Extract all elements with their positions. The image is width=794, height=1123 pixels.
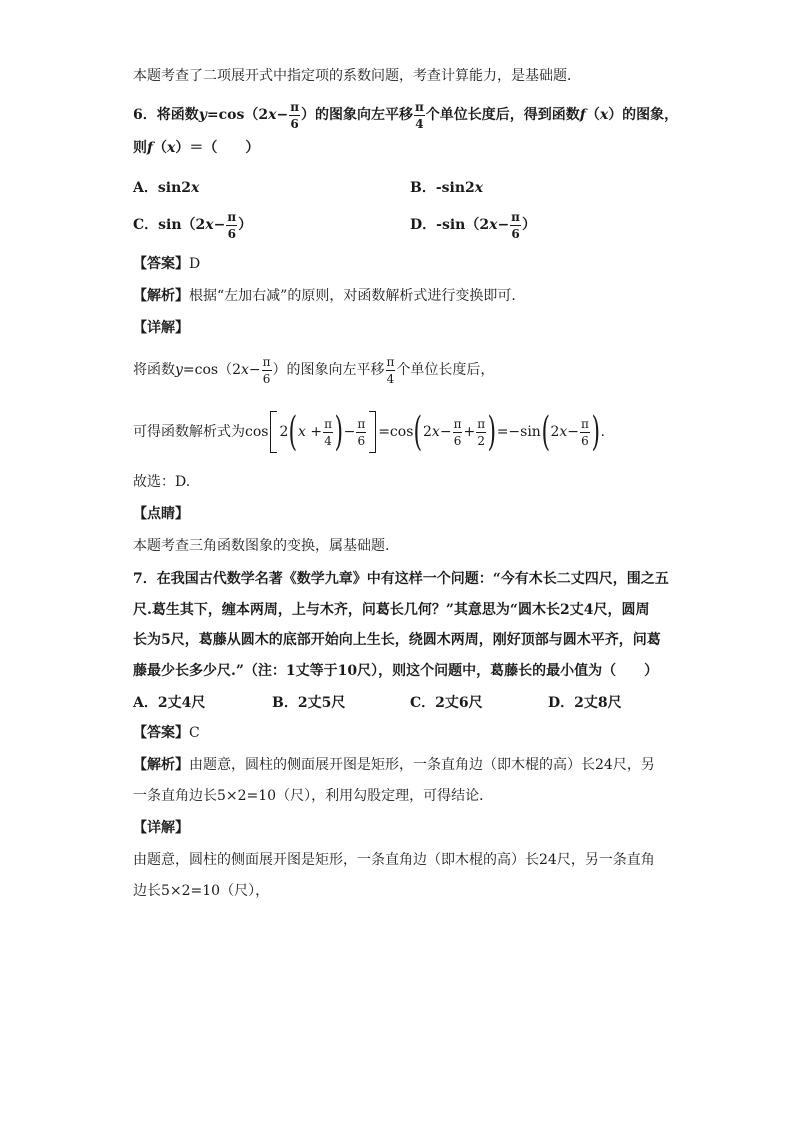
frac-num: π [477, 416, 486, 431]
q7-option-c[interactable] [410, 692, 483, 712]
period: . [600, 424, 605, 440]
detail-text: 个单位长度后， [396, 362, 495, 378]
q6-option-c[interactable] [133, 210, 252, 240]
option-label: C． [410, 695, 436, 711]
q7-stem-line3: 长为5尺，葛藤从圆木的底部开始向上生长，绕圆木两周，刚好顶部与圆木平齐，问葛 [133, 632, 661, 648]
frac-num: π [227, 209, 237, 224]
option-text: -sin2 [435, 180, 475, 196]
frac-num: π [453, 416, 462, 431]
left-paren: ( [288, 409, 298, 455]
pi-over-4-fraction [414, 101, 425, 130]
frac-num: π [290, 99, 299, 114]
option-label: A． [133, 180, 158, 196]
frac-num: π [415, 99, 424, 114]
frac-den: 6 [262, 371, 271, 386]
minus: − [439, 424, 452, 440]
frac-den: 4 [415, 116, 424, 131]
pi-over-6-fraction [226, 211, 237, 240]
minus: − [567, 424, 579, 440]
q6-var-y: y [198, 107, 207, 123]
q6-detail-formula [133, 410, 605, 454]
q6-number: 6． [133, 107, 157, 123]
q6-stem-b: ）的图象向左平移 [301, 107, 413, 123]
pi-over-6-fraction [356, 418, 366, 447]
option-label: A． [133, 695, 158, 711]
analysis-text: 由题意，圆柱的侧面展开图是矩形，一条直角边（即木棍的高）长24尺，另 [189, 757, 655, 773]
cos-fn: cos [245, 424, 269, 440]
q7-stem-line4: 藤最少长多少尺.”（注：1丈等于10尺），则这个问题中，葛藤长的最小值为（ ） [133, 663, 659, 679]
q6-option-d[interactable] [410, 210, 536, 240]
right-bracket [369, 411, 376, 453]
minus: − [497, 217, 510, 233]
detail-text: ）的图象向左平移 [272, 362, 385, 378]
q7-detail-line2: 边长5×2=10（尺）， [133, 883, 270, 899]
q7-detail-tag: 【详解】 [133, 820, 189, 836]
answer-tag: 【答案】 [133, 256, 189, 272]
option-label: B． [410, 180, 436, 196]
neg-sin: =−sin [496, 424, 541, 440]
q7-analysis-line2: 一条直角边长5×2=10（尺），利用勾股定理，可得结论． [133, 788, 494, 804]
pi-over-2-fraction [476, 418, 486, 447]
q7-analysis-line1 [133, 755, 655, 775]
frac-num: π [511, 209, 520, 224]
var-x: x [241, 362, 249, 378]
minus: − [248, 362, 261, 378]
frac-num: π [581, 416, 589, 431]
q6-comment-tag: 【点睛】 [133, 506, 189, 522]
q7-stem-line2: 尺.葛生其下，缠本两周，上与木齐，问葛长几何？”其意思为“圆木长2丈4尺，圆周 [133, 602, 650, 618]
q6-minus: − [276, 107, 289, 123]
q6-stem-eq: =cos（2 [206, 107, 269, 123]
var-y: y [175, 362, 183, 378]
option-text: 2丈8尺 [574, 695, 622, 711]
option-label: C． [133, 217, 159, 233]
option-text: sin（2 [158, 217, 206, 233]
answer-value: D [189, 256, 201, 272]
q6-var-f: f [579, 107, 586, 123]
option-text: -sin（2 [436, 217, 490, 233]
answer-value: C [189, 725, 200, 741]
q6-choose: 故选：D. [133, 474, 191, 490]
minus: − [343, 424, 356, 440]
q6-line2-a: 则 [133, 140, 147, 156]
q6-var-f: f [147, 140, 154, 156]
coef-two: 2 [423, 424, 432, 440]
q6-stem-line2 [133, 138, 259, 158]
frac-num: π [386, 354, 395, 369]
analysis-tag: 【解析】 [133, 288, 189, 304]
pi-over-6-fraction [580, 418, 590, 447]
frac-den: 6 [227, 226, 236, 241]
q7-stem-line1: 7．在我国古代数学名著《数学九章》中有这样一个问题：“今有木长二丈四尺，围之五 [133, 571, 669, 587]
frac-den: 4 [386, 371, 395, 386]
plus: + [463, 424, 476, 440]
var-x: x [489, 217, 498, 233]
left-bracket [270, 411, 277, 453]
left-paren: ( [541, 409, 550, 455]
close-paren: ） [238, 217, 253, 233]
right-paren: ) [334, 409, 344, 455]
right-paren: ) [591, 409, 600, 455]
var-x: x [191, 180, 200, 196]
option-label: D． [410, 217, 437, 233]
pi-over-6-fraction [510, 211, 521, 240]
q6-detail-line1 [133, 355, 494, 385]
frac-den: 6 [453, 433, 462, 448]
frac-num: π [357, 416, 366, 431]
q6-detail-tag: 【详解】 [133, 320, 189, 336]
q6-analysis [133, 286, 516, 306]
q6-option-a[interactable] [133, 177, 199, 197]
pi-over-6-fraction [289, 101, 300, 130]
q7-option-a[interactable] [133, 692, 205, 712]
option-text: 2丈4尺 [157, 695, 206, 711]
frac-num: π [324, 416, 332, 431]
pi-over-4-fraction [323, 418, 333, 447]
detail-text: 可得函数解析式为 [133, 424, 245, 440]
q7-answer [133, 723, 200, 743]
q6-stem-a: 将函数 [156, 107, 199, 123]
detail-text: 将函数 [133, 362, 175, 378]
pi-over-6-fraction [262, 356, 272, 385]
q6-stem-e: ）的图象， [608, 107, 679, 123]
q7-detail-line1: 由题意，圆柱的侧面展开图是矩形，一条直角边（即木棍的高）长24尺，另一条直角 [133, 852, 655, 868]
q6-var-x: x [599, 107, 609, 123]
q6-option-b[interactable] [410, 177, 483, 197]
close-paren: ） [521, 217, 536, 233]
var-x: x [431, 424, 440, 440]
q6-comment: 本题考查三角函数图象的变换，属基础题. [133, 538, 390, 554]
analysis-tag: 【解析】 [133, 757, 189, 773]
q6-line2-b: （ [153, 140, 168, 156]
q6-stem-d: （ [585, 107, 600, 123]
option-text: 2丈6尺 [435, 695, 483, 711]
option-text: 2丈5尺 [297, 695, 346, 711]
pi-over-6-fraction [453, 418, 463, 447]
var-x: x [559, 424, 568, 440]
answer-tag: 【答案】 [133, 725, 189, 741]
q6-answer [133, 254, 200, 274]
left-paren: ( [413, 409, 423, 455]
frac-den: 6 [511, 226, 520, 241]
frac-num: π [262, 354, 271, 369]
option-label: B． [272, 695, 298, 711]
frac-den: 6 [290, 116, 299, 131]
q6-var-x: x [167, 140, 176, 156]
frac-den: 6 [581, 433, 589, 448]
minus: − [213, 217, 226, 233]
detail-eq: =cos（2 [182, 362, 242, 378]
right-paren: ) [487, 409, 497, 455]
var-x: x [474, 180, 484, 196]
frac-den: 6 [357, 433, 366, 448]
var-x: x + [298, 424, 323, 440]
eq-cos: =cos [378, 424, 414, 440]
q6-var-x: x [268, 107, 277, 123]
q6-line2-c: ）＝（ ） [175, 140, 260, 156]
intro-text: 本题考查了二项展开式中指定项的系数问题，考查计算能力，是基础题． [133, 68, 581, 84]
q7-option-d[interactable] [548, 692, 622, 712]
frac-den: 4 [324, 433, 332, 448]
coef-two: 2 [550, 424, 560, 440]
frac-den: 2 [477, 433, 485, 448]
option-label: D． [548, 695, 575, 711]
q6-stem-c: 个单位长度后，得到函数 [425, 107, 580, 123]
q7-option-b[interactable] [272, 692, 345, 712]
var-x: x [205, 217, 214, 233]
q6-stem-line1 [133, 100, 678, 130]
analysis-text: 根据“左加右减”的原则，对函数解析式进行变换即可. [189, 288, 516, 304]
option-text: sin2 [157, 180, 191, 196]
pi-over-4-fraction [386, 356, 396, 385]
coef-two: 2 [279, 424, 289, 440]
